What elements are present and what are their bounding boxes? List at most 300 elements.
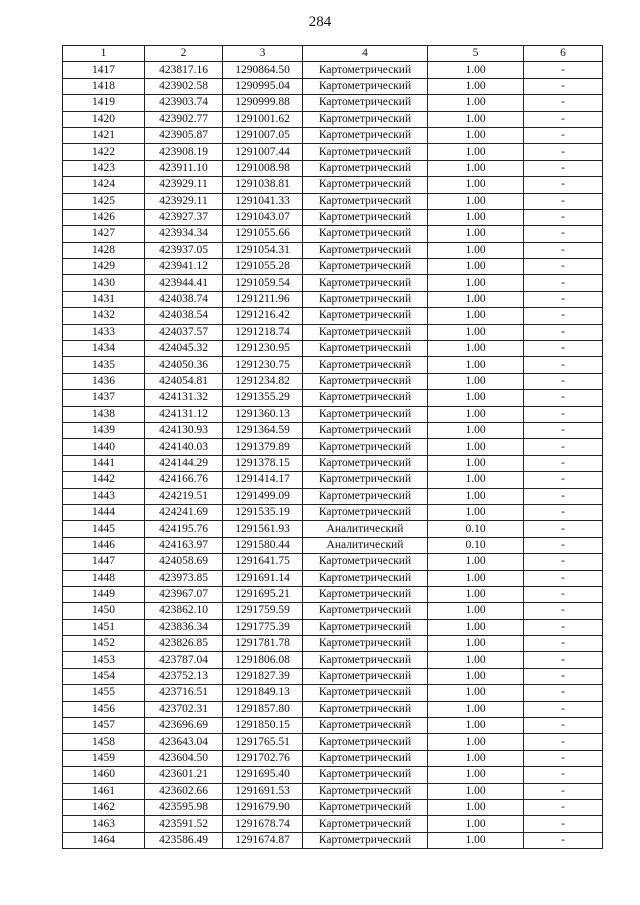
method-cell: Картометрический [303,783,428,799]
point-number-cell: 1461 [63,783,145,799]
accuracy-cell: 1.00 [428,160,524,176]
x-coordinate-cell: 423941.12 [145,259,223,275]
y-coordinate-cell: 1291001.62 [223,111,303,127]
table-row [63,308,603,324]
description-cell: - [524,357,603,373]
x-coordinate-cell: 424130.93 [145,422,223,438]
accuracy-cell: 1.00 [428,799,524,815]
table-row [63,472,603,488]
x-coordinate-cell: 424050.36 [145,357,223,373]
point-number-cell: 1440 [63,439,145,455]
method-cell: Картометрический [303,439,428,455]
method-cell: Картометрический [303,324,428,340]
x-coordinate-cell: 424195.76 [145,521,223,537]
accuracy-cell: 1.00 [428,570,524,586]
table-row [63,177,603,193]
point-number-cell: 1428 [63,242,145,258]
description-cell: - [524,652,603,668]
y-coordinate-cell: 1291499.09 [223,488,303,504]
description-cell: - [524,799,603,815]
method-cell: Картометрический [303,160,428,176]
column-header-point-number: 1 [63,46,145,62]
description-cell: - [524,291,603,307]
method-cell: Картометрический [303,750,428,766]
accuracy-cell: 1.00 [428,619,524,635]
table-row [63,95,603,111]
point-number-cell: 1448 [63,570,145,586]
table-row [63,750,603,766]
method-cell: Картометрический [303,95,428,111]
description-cell: - [524,472,603,488]
x-coordinate-cell: 423934.34 [145,226,223,242]
accuracy-cell: 1.00 [428,816,524,832]
point-number-cell: 1457 [63,718,145,734]
accuracy-cell: 1.00 [428,127,524,143]
accuracy-cell: 1.00 [428,472,524,488]
table-row [63,144,603,160]
accuracy-cell: 1.00 [428,406,524,422]
accuracy-cell: 1.00 [428,488,524,504]
x-coordinate-cell: 423862.10 [145,603,223,619]
table-row [63,160,603,176]
point-number-cell: 1434 [63,341,145,357]
method-cell: Картометрический [303,422,428,438]
x-coordinate-cell: 423944.41 [145,275,223,291]
y-coordinate-cell: 1290864.50 [223,62,303,78]
y-coordinate-cell: 1291059.54 [223,275,303,291]
y-coordinate-cell: 1291535.19 [223,504,303,520]
point-number-cell: 1458 [63,734,145,750]
method-cell: Картометрический [303,455,428,471]
x-coordinate-cell: 423929.11 [145,177,223,193]
table-row [63,767,603,783]
y-coordinate-cell: 1291216.42 [223,308,303,324]
x-coordinate-cell: 423702.31 [145,701,223,717]
table-row [63,111,603,127]
accuracy-cell: 1.00 [428,390,524,406]
x-coordinate-cell: 424054.81 [145,373,223,389]
method-cell: Картометрический [303,767,428,783]
x-coordinate-cell: 423903.74 [145,95,223,111]
description-cell: - [524,734,603,750]
x-coordinate-cell: 423601.21 [145,767,223,783]
x-coordinate-cell: 424140.03 [145,439,223,455]
y-coordinate-cell: 1291702.76 [223,750,303,766]
x-coordinate-cell: 424163.97 [145,537,223,553]
table-row [63,390,603,406]
table-row [63,799,603,815]
column-header-method: 4 [303,46,428,62]
point-number-cell: 1446 [63,537,145,553]
table-row [63,570,603,586]
table-row [63,603,603,619]
x-coordinate-cell: 423905.87 [145,127,223,143]
method-cell: Картометрический [303,652,428,668]
point-number-cell: 1418 [63,78,145,94]
accuracy-cell: 1.00 [428,455,524,471]
description-cell: - [524,341,603,357]
accuracy-cell: 1.00 [428,734,524,750]
accuracy-cell: 1.00 [428,193,524,209]
y-coordinate-cell: 1291580.44 [223,537,303,553]
accuracy-cell: 1.00 [428,341,524,357]
table-row [63,832,603,848]
description-cell: - [524,439,603,455]
column-header-accuracy: 5 [428,46,524,62]
x-coordinate-cell: 424144.29 [145,455,223,471]
table-row [63,668,603,684]
y-coordinate-cell: 1291218.74 [223,324,303,340]
point-number-cell: 1452 [63,636,145,652]
point-number-cell: 1450 [63,603,145,619]
point-number-cell: 1451 [63,619,145,635]
x-coordinate-cell: 423973.85 [145,570,223,586]
y-coordinate-cell: 1291806.08 [223,652,303,668]
table-row [63,619,603,635]
accuracy-cell: 1.00 [428,275,524,291]
y-coordinate-cell: 1291234.82 [223,373,303,389]
point-number-cell: 1442 [63,472,145,488]
description-cell: - [524,685,603,701]
method-cell: Картометрический [303,242,428,258]
y-coordinate-cell: 1291230.95 [223,341,303,357]
description-cell: - [524,390,603,406]
table-row [63,422,603,438]
y-coordinate-cell: 1291679.90 [223,799,303,815]
point-number-cell: 1463 [63,816,145,832]
method-cell: Картометрический [303,226,428,242]
accuracy-cell: 1.00 [428,291,524,307]
accuracy-cell: 1.00 [428,652,524,668]
accuracy-cell: 1.00 [428,832,524,848]
accuracy-cell: 1.00 [428,78,524,94]
method-cell: Картометрический [303,275,428,291]
method-cell: Картометрический [303,472,428,488]
description-cell: - [524,95,603,111]
description-cell: - [524,504,603,520]
point-number-cell: 1426 [63,209,145,225]
description-cell: - [524,160,603,176]
description-cell: - [524,144,603,160]
y-coordinate-cell: 1291007.05 [223,127,303,143]
description-cell: - [524,324,603,340]
description-cell: - [524,111,603,127]
y-coordinate-cell: 1291043.07 [223,209,303,225]
y-coordinate-cell: 1291054.31 [223,242,303,258]
point-number-cell: 1462 [63,799,145,815]
description-cell: - [524,373,603,389]
point-number-cell: 1454 [63,668,145,684]
accuracy-cell: 1.00 [428,226,524,242]
y-coordinate-cell: 1291781.78 [223,636,303,652]
point-number-cell: 1420 [63,111,145,127]
accuracy-cell: 1.00 [428,111,524,127]
x-coordinate-cell: 423604.50 [145,750,223,766]
table-row [63,488,603,504]
table-row [63,373,603,389]
y-coordinate-cell: 1291008.98 [223,160,303,176]
table-row [63,783,603,799]
description-cell: - [524,570,603,586]
method-cell: Картометрический [303,734,428,750]
description-cell: - [524,193,603,209]
y-coordinate-cell: 1291038.81 [223,177,303,193]
description-cell: - [524,586,603,602]
table-row [63,127,603,143]
description-cell: - [524,177,603,193]
point-number-cell: 1431 [63,291,145,307]
y-coordinate-cell: 1291849.13 [223,685,303,701]
x-coordinate-cell: 423929.11 [145,193,223,209]
y-coordinate-cell: 1291695.40 [223,767,303,783]
table-row [63,242,603,258]
y-coordinate-cell: 1291678.74 [223,816,303,832]
table-row [63,78,603,94]
description-cell: - [524,455,603,471]
description-cell: - [524,718,603,734]
description-cell: - [524,308,603,324]
description-cell: - [524,275,603,291]
method-cell: Картометрический [303,341,428,357]
point-number-cell: 1427 [63,226,145,242]
method-cell: Аналитический [303,537,428,553]
description-cell: - [524,701,603,717]
y-coordinate-cell: 1291360.13 [223,406,303,422]
description-cell: - [524,406,603,422]
table-row [63,816,603,832]
column-header-x: 2 [145,46,223,62]
method-cell: Картометрический [303,308,428,324]
method-cell: Картометрический [303,816,428,832]
accuracy-cell: 1.00 [428,718,524,734]
x-coordinate-cell: 424045.32 [145,341,223,357]
description-cell: - [524,537,603,553]
table-row [63,62,603,78]
x-coordinate-cell: 424058.69 [145,554,223,570]
x-coordinate-cell: 424241.69 [145,504,223,520]
x-coordinate-cell: 423927.37 [145,209,223,225]
table-row [63,259,603,275]
y-coordinate-cell: 1291850.15 [223,718,303,734]
method-cell: Картометрический [303,111,428,127]
method-cell: Картометрический [303,718,428,734]
point-number-cell: 1422 [63,144,145,160]
method-cell: Аналитический [303,521,428,537]
y-coordinate-cell: 1291827.39 [223,668,303,684]
table-row [63,652,603,668]
accuracy-cell: 1.00 [428,586,524,602]
accuracy-cell: 1.00 [428,504,524,520]
x-coordinate-cell: 423967.07 [145,586,223,602]
method-cell: Картометрический [303,504,428,520]
x-coordinate-cell: 423716.51 [145,685,223,701]
method-cell: Картометрический [303,291,428,307]
accuracy-cell: 1.00 [428,95,524,111]
x-coordinate-cell: 424131.32 [145,390,223,406]
method-cell: Картометрический [303,799,428,815]
table-row [63,324,603,340]
point-number-cell: 1445 [63,521,145,537]
accuracy-cell: 1.00 [428,62,524,78]
accuracy-cell: 1.00 [428,685,524,701]
table-row [63,193,603,209]
method-cell: Картометрический [303,390,428,406]
accuracy-cell: 1.00 [428,668,524,684]
method-cell: Картометрический [303,586,428,602]
accuracy-cell: 1.00 [428,422,524,438]
x-coordinate-cell: 423752.13 [145,668,223,684]
table-row [63,226,603,242]
accuracy-cell: 1.00 [428,701,524,717]
x-coordinate-cell: 423836.34 [145,619,223,635]
method-cell: Картометрический [303,177,428,193]
table-row [63,357,603,373]
y-coordinate-cell: 1291055.28 [223,259,303,275]
y-coordinate-cell: 1291641.75 [223,554,303,570]
description-cell: - [524,226,603,242]
point-number-cell: 1453 [63,652,145,668]
description-cell: - [524,62,603,78]
x-coordinate-cell: 423902.77 [145,111,223,127]
method-cell: Картометрический [303,373,428,389]
y-coordinate-cell: 1291007.44 [223,144,303,160]
accuracy-cell: 0.10 [428,521,524,537]
table-row [63,439,603,455]
accuracy-cell: 1.00 [428,177,524,193]
accuracy-cell: 1.00 [428,259,524,275]
description-cell: - [524,816,603,832]
method-cell: Картометрический [303,62,428,78]
x-coordinate-cell: 423602.66 [145,783,223,799]
description-cell: - [524,619,603,635]
table-row [63,209,603,225]
accuracy-cell: 1.00 [428,767,524,783]
method-cell: Картометрический [303,357,428,373]
point-number-cell: 1421 [63,127,145,143]
method-cell: Картометрический [303,603,428,619]
method-cell: Картометрический [303,668,428,684]
method-cell: Картометрический [303,193,428,209]
point-number-cell: 1464 [63,832,145,848]
table-row [63,406,603,422]
point-number-cell: 1419 [63,95,145,111]
point-number-cell: 1435 [63,357,145,373]
accuracy-cell: 1.00 [428,636,524,652]
y-coordinate-cell: 1291561.93 [223,521,303,537]
table-row [63,734,603,750]
point-number-cell: 1425 [63,193,145,209]
method-cell: Картометрический [303,209,428,225]
point-number-cell: 1443 [63,488,145,504]
method-cell: Картометрический [303,832,428,848]
y-coordinate-cell: 1291691.14 [223,570,303,586]
table-body [63,62,603,849]
table-row [63,341,603,357]
column-header-y: 3 [223,46,303,62]
point-number-cell: 1447 [63,554,145,570]
y-coordinate-cell: 1291759.59 [223,603,303,619]
description-cell: - [524,259,603,275]
y-coordinate-cell: 1291379.89 [223,439,303,455]
description-cell: - [524,668,603,684]
method-cell: Картометрический [303,701,428,717]
description-cell: - [524,127,603,143]
point-number-cell: 1423 [63,160,145,176]
x-coordinate-cell: 423787.04 [145,652,223,668]
table-row [63,685,603,701]
table-row [63,537,603,553]
table-row [63,554,603,570]
x-coordinate-cell: 423696.69 [145,718,223,734]
accuracy-cell: 0.10 [428,537,524,553]
x-coordinate-cell: 423902.58 [145,78,223,94]
method-cell: Картометрический [303,259,428,275]
description-cell: - [524,209,603,225]
point-number-cell: 1444 [63,504,145,520]
x-coordinate-cell: 423591.52 [145,816,223,832]
point-number-cell: 1424 [63,177,145,193]
accuracy-cell: 1.00 [428,357,524,373]
y-coordinate-cell: 1291765.51 [223,734,303,750]
point-number-cell: 1441 [63,455,145,471]
x-coordinate-cell: 424037.57 [145,324,223,340]
accuracy-cell: 1.00 [428,783,524,799]
description-cell: - [524,554,603,570]
x-coordinate-cell: 424219.51 [145,488,223,504]
x-coordinate-cell: 424038.74 [145,291,223,307]
x-coordinate-cell: 424166.76 [145,472,223,488]
y-coordinate-cell: 1291857.80 [223,701,303,717]
point-number-cell: 1430 [63,275,145,291]
accuracy-cell: 1.00 [428,603,524,619]
method-cell: Картометрический [303,636,428,652]
y-coordinate-cell: 1291055.66 [223,226,303,242]
table-row [63,521,603,537]
column-header-description: 6 [524,46,603,62]
description-cell: - [524,832,603,848]
description-cell: - [524,78,603,94]
y-coordinate-cell: 1291364.59 [223,422,303,438]
accuracy-cell: 1.00 [428,209,524,225]
method-cell: Картометрический [303,488,428,504]
x-coordinate-cell: 423595.98 [145,799,223,815]
method-cell: Картометрический [303,144,428,160]
point-number-cell: 1459 [63,750,145,766]
method-cell: Картометрический [303,554,428,570]
method-cell: Картометрический [303,78,428,94]
x-coordinate-cell: 424038.54 [145,308,223,324]
point-number-cell: 1433 [63,324,145,340]
table-row [63,291,603,307]
y-coordinate-cell: 1291414.17 [223,472,303,488]
table-row [63,455,603,471]
point-number-cell: 1437 [63,390,145,406]
y-coordinate-cell: 1291674.87 [223,832,303,848]
accuracy-cell: 1.00 [428,324,524,340]
method-cell: Картометрический [303,406,428,422]
description-cell: - [524,603,603,619]
point-number-cell: 1449 [63,586,145,602]
description-cell: - [524,422,603,438]
x-coordinate-cell: 423817.16 [145,62,223,78]
accuracy-cell: 1.00 [428,308,524,324]
accuracy-cell: 1.00 [428,144,524,160]
method-cell: Картометрический [303,570,428,586]
description-cell: - [524,488,603,504]
y-coordinate-cell: 1291230.75 [223,357,303,373]
x-coordinate-cell: 424131.12 [145,406,223,422]
table-row [63,586,603,602]
